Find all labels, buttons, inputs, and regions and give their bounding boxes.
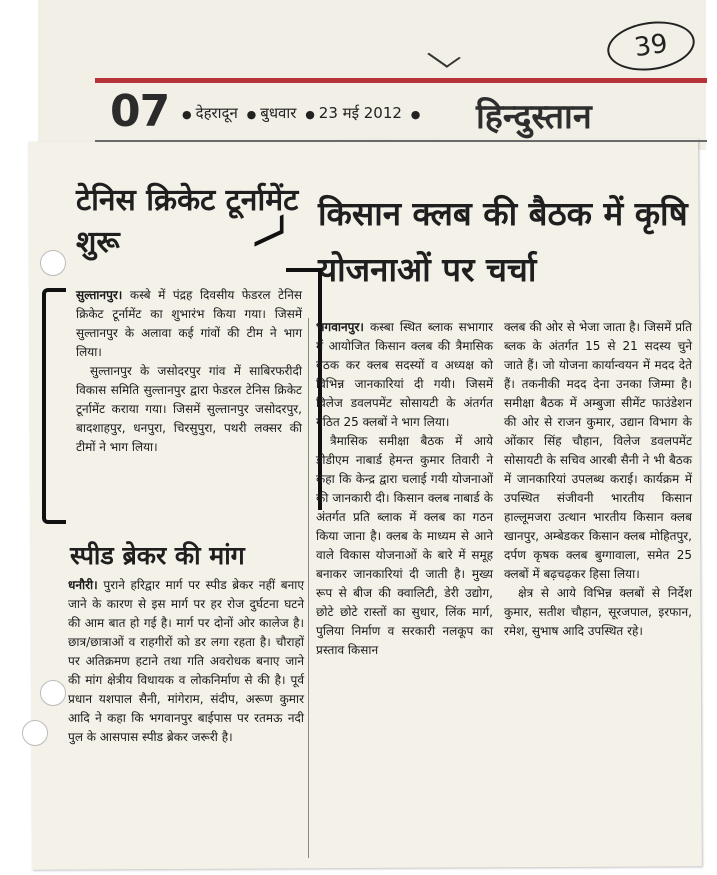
bullet-icon: ● [305,108,315,121]
header-city: देहरादून [195,104,238,122]
header-dateline [178,103,424,123]
paragraph-text: पुराने हरिद्वार मार्ग पर स्पीड ब्रेकर नहीं बनाए जाने के कारण से इस मार्ग पर हर रोज दुर्घटना घटने की आम बात हो गई है। मार्ग पर दोनों ओर कालेज है। छात्र/छात्राओं व राहगीरों को डर लगा रहता है। चौराहों पर अतिक्रमण हटाने तथा गति अवरोधक बनाए जाने की मांग क्षेत्रीय विधायक व लोकनिर्माण से की है। पूर्व प्रधान यशपाल सैनी, मांगेराम, संदीप, अरूण कुमार आदि ने कहा कि भगवानपुर बाईपास पर रतमऊ नदी पुल के आसपास स्पीड ब्रेकर जरूरी है। [68,578,304,744]
punch-hole [22,720,48,746]
paragraph: क्लब की ओर से भेजा जाता है। जिसमें प्रति ब्लक के अंतर्गत 15 से 21 सदस्य चुने जाते हैं। जो योजना कार्यान्वयन में मदद देते हैं। तकनीकी मदद देना उनका जिम्मा है। समीक्षा बैठक में अम्बुजा सीमेंट फाउंडेशन की ओर से राजन कुमार, उद्यान विभाग के ओंकार सिंह चौहान, विलेज डवलपमेंट सोसायटी के सचिव आरबी सैनी ने भी बैठक में जानकारियां उपलब्ध कराई। कार्यक्रम में उपस्थित संजीवनी भारतीय किसान हाल्लूमजरा उत्थान भारतीय किसान क्लब खानपुर, अम्बेडकर किसान क्लब मोहितपुर, दर्पण कृषक क्लब बुग्गावाला, समेत 25 क्लबों में बढ़चढ़कर हिसा लिया। [504,320,692,581]
punch-hole [40,250,66,276]
paragraph [76,286,302,362]
punch-hole [40,680,66,706]
paragraph: सुल्तानपुर के जसोदरपुर गांव में साबिरफरीदी विकास समिति सुल्तानपुर द्वारा फेडरल टेनिस क्रिकेट टूर्नामेंट कराया गया। जिसमें सुल्तानपुर जसोदरपुर, बादशाहपुर, धनपुरा, चिरसुपुरा, पथरी लक्सर की टीमों ने भाग लिया। [76,364,302,454]
paragraph: त्रैमासिक समीक्षा बैठक में आये डीडीएम नाबार्ड हेमन्त कुमार तिवारी ने कहा कि केन्द्र द्वारा चलाई गयी योजनाओं की जानकारी दी। किसान क्लब नाबार्ड के अंतर्गत प्रति ब्लाक में क्लब का गठन किया जाना है। क्लब के माध्यम से आने वाले विकास योजनाओं के बारे में समूह बनाकर जानकारियां दी जाती है। मुख्य रूप से बीज की क्वालिटी, डेरी उद्योग, छोटे छोटे रास्तों का सुधार, लिंक मार्ग, पुलिया निर्माण व सरकारी नलकूप का प्रस्ताव किसान [316,434,493,657]
bullet-icon: ● [246,108,257,121]
page-number: 07 [110,86,170,137]
paragraph-text: कस्बे में पंद्रह दिवसीय फेडरल टेनिस क्रिकेट टूर्नामेंट का शुभारंभ किया गया। जिसमें सुल्तानपुर के अलावा कई गांवों की टीम ने भाग लिया। [76,288,302,359]
article-dateline: सुल्तानपुर। [76,288,123,302]
header-red-rule [95,78,707,83]
handwritten-bracket-left [42,288,66,524]
newspaper-masthead: हिन्दुस्तान [476,97,592,137]
article-dateline: भगवानपुर। [316,320,364,334]
article-speed-body [68,576,304,747]
bullet-icon: ● [410,108,421,121]
article-dateline: धनौरी। [68,578,98,592]
bullet-icon: ● [182,108,192,121]
paragraph-text: कस्बा स्थित ब्लाक सभागार में आयोजित किसान क्लब की त्रैमासिक बैठक कर क्लब सदस्यों व अध्यक्ष को विभिन्न जानकारियां दी गयी। जिसमें विलेज डवलपमेंट सोसायटी के अंतर्गत गठित 25 क्लबों ने भाग लिया। [316,320,493,429]
header-gray-rule [95,140,707,142]
headline-speed-breaker: स्पीड ब्रेकर की मांग [70,541,245,570]
paragraph: क्षेत्र से आये विभिन्न क्लबों से निर्देश कुमार, सतीश चौहान, सूरजपाल, इरफान, रमेश, सुभाष आदि उपस्थित रहे। [504,586,692,638]
headline-tennis: टेनिस क्रिकेट टूर्नामेंट शुरू [76,183,299,260]
header-date: 23 मई 2012 [318,104,402,122]
article-kisan-col-2 [504,318,692,641]
header-day: बुधवार [260,104,297,122]
paragraph [68,576,304,747]
article-kisan-col-1 [316,318,493,660]
article-tennis-body [76,286,302,457]
headline-kisan: किसान क्लब की बैठक में कृषि योजनाओं पर चर्चा [318,194,688,289]
paragraph [316,318,493,432]
column-divider [308,318,309,858]
handwritten-page-number: 39 [604,16,698,76]
